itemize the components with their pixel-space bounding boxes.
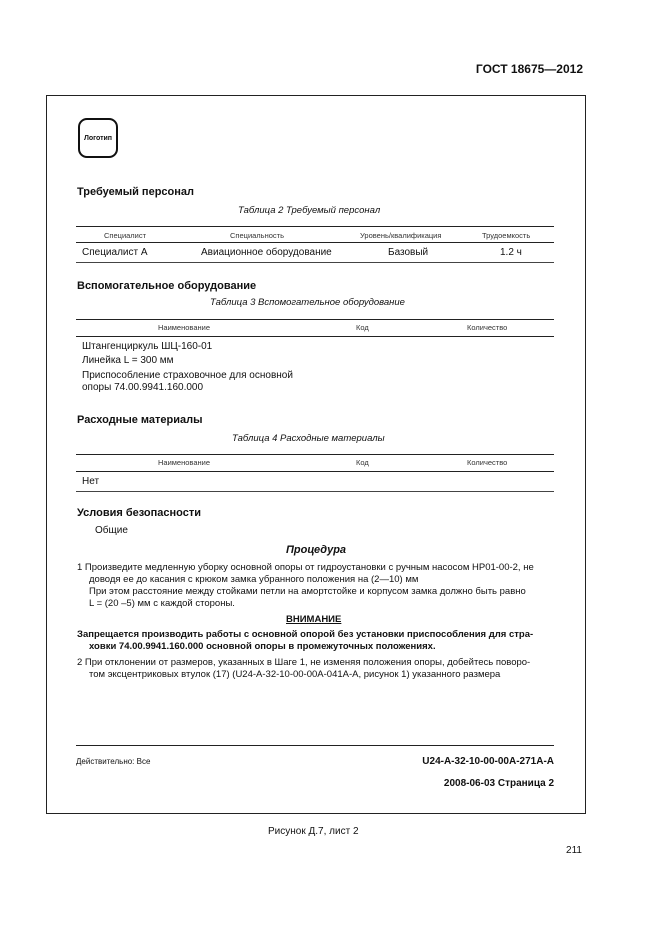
warning-title: ВНИМАНИЕ <box>286 614 342 625</box>
table-top-rule <box>76 319 554 320</box>
personnel-heading: Требуемый персонал <box>77 186 195 198</box>
column-header: Трудоемкость <box>482 231 531 240</box>
warning-text: ховки 74.00.9941.160.000 основной опоры в промежуточных положениях. <box>89 641 436 652</box>
safety-heading: Условия безопасности <box>77 507 202 519</box>
column-header: Количество <box>467 458 508 467</box>
standard-number: ГОСТ 18675—2012 <box>475 62 583 76</box>
equipment-table-caption: Таблица 3 Вспомогательное оборудование <box>210 297 405 308</box>
table-cell: Авиационное оборудование <box>201 247 332 258</box>
figure-caption: Рисунок Д.7, лист 2 <box>268 826 359 837</box>
step-1-text: доводя ее до касания с крюком замка убранного положения на (2—10) мм <box>89 574 419 585</box>
consumables-table-caption: Таблица 4 Расходные материалы <box>232 433 385 444</box>
table-cell: Нет <box>82 476 100 487</box>
page-number: 211 <box>566 845 582 856</box>
table-header-rule <box>76 471 554 472</box>
table-header-rule <box>76 336 554 337</box>
personnel-table-caption: Таблица 2 Требуемый персонал <box>238 205 381 216</box>
column-header: Наименование <box>158 323 210 332</box>
step-1-text: L = (20 –5) мм с каждой стороны. <box>89 598 235 609</box>
column-header: Код <box>356 458 369 467</box>
equipment-heading: Вспомогательное оборудование <box>77 280 257 292</box>
step-2-text: 2 При отклонении от размеров, указанных в Шаге 1, не изменяя положения опоры, добейтесь поворо- <box>77 657 531 668</box>
logo-label: Логотип <box>83 134 113 142</box>
applicability-note: Действительно: Все <box>76 757 151 766</box>
column-header: Наименование <box>158 458 210 467</box>
column-header: Код <box>356 323 369 332</box>
table-top-rule <box>76 226 554 227</box>
table-cell: 1.2 ч <box>500 247 522 258</box>
table-header-rule <box>76 242 554 243</box>
logo-box <box>78 118 118 158</box>
procedure-heading: Процедура <box>286 544 347 556</box>
table-cell: Специалист А <box>82 247 148 258</box>
column-header: Специальность <box>230 231 284 240</box>
step-2-text: том эксцентриковых втулок (17) (U24-A-32-10-00-00A-041A-A, рисунок 1) указанного размера <box>89 669 501 680</box>
equipment-item: Штангенциркуль ШЦ-160-01 <box>82 341 213 352</box>
step-1-text: 1 Произведите медленную уборку основной опоры от гидроустановки с ручным насосом НР01-00-2, не <box>77 562 534 573</box>
warning-text: Запрещается производить работы с основной опорой без установки приспособления для стра- <box>77 629 534 640</box>
document-code: U24-A-32-10-00-00A-271A-A <box>422 756 554 767</box>
column-header: Количество <box>467 323 508 332</box>
footer-rule <box>76 745 554 746</box>
table-bottom-rule <box>76 262 554 263</box>
column-header: Специалист <box>104 231 147 240</box>
table-top-rule <box>76 454 554 455</box>
step-1-text: При этом расстояние между стойками петли на амортстойке и корпусом замка должно быть равно <box>89 586 526 597</box>
column-header: Уровень/квалификация <box>360 231 442 240</box>
safety-general: Общие <box>95 525 128 536</box>
equipment-item: опоры 74.00.9941.160.000 <box>82 382 204 393</box>
equipment-item: Линейка L = 300 мм <box>82 355 174 366</box>
equipment-item: Приспособление страховочное для основной <box>82 370 293 381</box>
table-bottom-rule <box>76 491 554 492</box>
consumables-heading: Расходные материалы <box>77 414 203 426</box>
date-and-page: 2008-06-03 Страница 2 <box>443 778 554 789</box>
table-cell: Базовый <box>388 247 429 258</box>
